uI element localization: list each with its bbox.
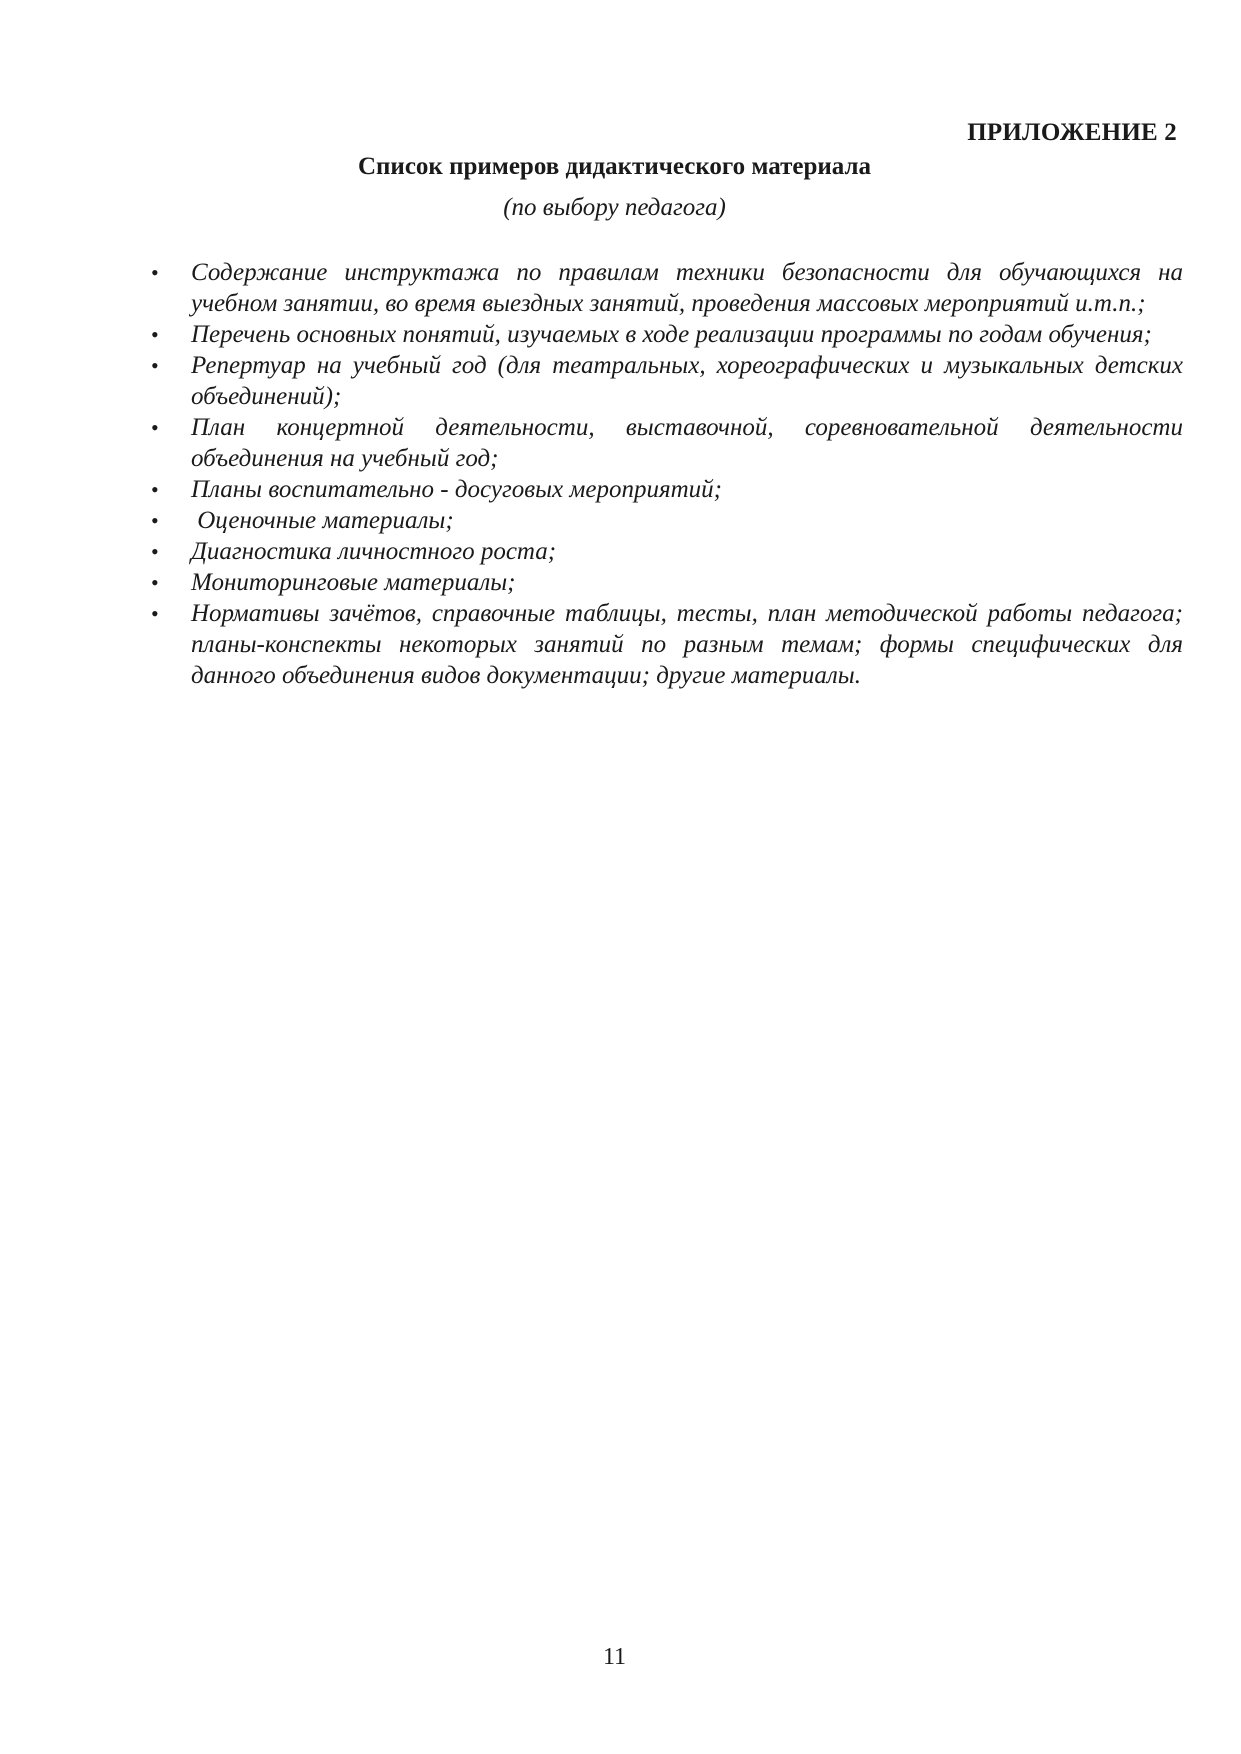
list-item-text: Нормативы зачётов, справочные таблицы, тесты, план методической работы педагога; планы-конспекты некоторых занятий по разным темам; формы специфических для данного объединения видов документации; другие материалы. (191, 600, 1183, 689)
bullet-icon: • (151, 477, 159, 502)
list-item-text: Репертуар на учебный год (для театральных, хореографических и музыкальных детских объединений); (191, 352, 1183, 410)
bullet-icon: • (151, 415, 159, 440)
list-item (151, 319, 1183, 350)
list-item-text: План концертной деятельности, выставочной, соревновательной деятельности объединения на учебный год; (191, 414, 1183, 472)
bullet-icon: • (151, 353, 159, 378)
bullet-icon: • (151, 570, 159, 595)
materials-list (151, 257, 1183, 691)
list-item-text: Планы воспитательно - досуговых мероприятий; (191, 476, 722, 503)
bullet-icon: • (151, 322, 159, 347)
list-item-text: Мониторинговые материалы; (191, 569, 516, 596)
list-item (151, 474, 1183, 505)
list-item-text: Перечень основных понятий, изучаемых в ходе реализации программы по годам обучения; (191, 321, 1152, 348)
bullet-icon: • (151, 539, 159, 564)
list-item (151, 257, 1183, 319)
page-number: 11 (602, 1644, 627, 1670)
list-item (151, 598, 1183, 691)
document-subtitle: (по выбору педагога) (503, 194, 726, 221)
list-item (151, 536, 1183, 567)
appendix-label: ПРИЛОЖЕНИЕ 2 (967, 119, 1177, 146)
list-item (151, 412, 1183, 474)
bullet-icon: • (151, 508, 159, 533)
list-item (151, 505, 1183, 536)
list-item (151, 567, 1183, 598)
bullet-icon: • (151, 601, 159, 626)
bullet-icon: • (151, 260, 159, 285)
list-item-text: Оценочные материалы; (191, 507, 454, 534)
list-item-text: Диагностика личностного роста; (191, 538, 557, 565)
list-item (151, 350, 1183, 412)
document-title: Список примеров дидактического материала (357, 153, 872, 180)
list-item-text: Содержание инструктажа по правилам техники безопасности для обучающихся на учебном занятии, во время выездных занятий, проведения массовых мероприятий и.т.п.; (191, 259, 1183, 317)
